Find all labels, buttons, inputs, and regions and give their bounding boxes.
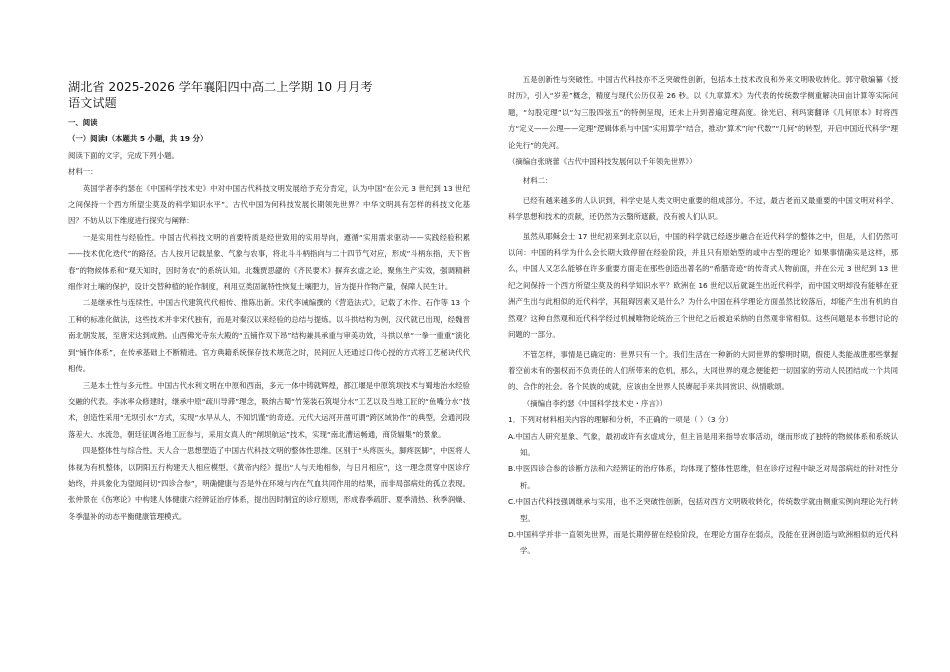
- right-column: [508, 0, 898, 560]
- material1-label: 材料一：: [68, 167, 98, 177]
- left-column: [68, 0, 470, 525]
- reading-instruction: 阅读下面的文字，完成下列小题。: [68, 150, 179, 160]
- material1-paragraph: 四是整体性与综合性。天人合一思想塑造了中国古代科技文明的整体性思维。区别于“头疼医头，脚疼医脚”，中医将人体视为有机整体，以阴阳五行构建天人相应模型。《黄帝内经》提出“人与天地相参，与日月相应”，这一理念贯穿中医诊疗始终，并具象化为望闻问切“四诊合参”，明确健康与否是外在环境与内在气血共同作用的结果，而非局部病灶的孤立表现。张仲景在《伤寒论》中构建人体健康六经辨证治疗体系，提出因时制宜的诊疗原则，形成春季疏肝、夏季清热、秋季润燥、冬季温补的动态平衡健康管理模式。: [68, 446, 470, 521]
- material2-label: 材料二：: [522, 176, 553, 186]
- material2-paragraph: 不管怎样，事情是已确定的：世界只有一个。我们生活在一种新的大同世界的黎明时期，假使人类能战胜那些掌握着空前未有的强权而不负责任的人们所带来的危机，那么，大同世界的观念便能把一切国家的劳动人民团结成一个共同的、合作的社会。各个民族的成就，应该由全世界人民赓起手来共同赏识、纵情歌颂。: [508, 349, 898, 392]
- question-option-a: A.中国古人研究星象、气象，最初或许有玄虚成分，但主旨是用来指导农事活动，继而形成了独特的物候体系和系统认知。: [508, 431, 898, 457]
- material2-paragraph: 虽然从耶稣会士 17 世纪初来到北京以后，中国的科学就已经逐步融合在近代科学的整体之中，但是，人们仍然可以问：中国的科学为什么会长期大致停留在经验阶段，并且只有原始型的或中古型的理论？如果事情确实是这样，那么，中国人又怎么能够在许多重要方面走在那些创造出著名的“希腊奇迹”的传奇式人物前面，并在公元 3 世纪到 13 世纪之间保持一个西方所望尘莫及的科学知识水平？欧洲在 16 世纪以后就诞生出近代科学，而中国文明却没有能够在亚洲产生出与此相似的近代科学，其阻碍因素又是什么？为什么中国在科学理论方面虽然比较落后，却能产生出有机的自然观？这种自然观和近代科学经过机械唯物论统治三个世纪之后被迫采纳的自然观非常相似。这些问题是本书想讨论的问题的一部分。: [508, 231, 898, 340]
- material1-paragraph: 英国学者李约瑟在《中国科学技术史》中对中国古代科技文明发展给予充分肯定，认为中国“在公元 3 世纪到 13 世纪之间保持一个西方所望尘莫及的科学知识水平”。古代中国为何科技发展长期领先世界？中华文明具有怎样的科技文化基因？不妨从以下维度进行探究与阐释：: [68, 183, 470, 226]
- material1-paragraph: 五是创新性与突破性。中国古代科技亦不乏突破性创新，包括本土技术改良和外来文明吸收转化。郭守敬编纂《授时历》，引入“岁差”概念，精度与现代公历仅差 26 秒。以《九章算术》为代表的传统数学侧重解决田亩计算等实际问题，“勾股定理”以“勾三股四弦五”的特例呈现，还未上升到普遍定理高度。徐光启、利玛窦翻译《几何原本》时将西方“定义——公理——定理”逻辑体系与中国“实用算学”结合，推动“算术”向“代数”“几何”的转型，开启中国近代科学“理论先行”的先河。: [508, 75, 898, 150]
- material1-paragraph: 一是实用性与经验性。中国古代科技文明的首要特质是经世致用的实用导向，遵循“实用需求驱动——实践经验积累——技术优化迭代”的路径。古人按月记载星象、气象与农事，将北斗斗柄指向与二十四节气对应，形成“斗柄东指，天下皆春”的物候体系和“观天知时，因时务农”的系统认知。北魏贾思勰的《齐民要术》摒弃玄虚之论，聚焦生产实效，强调精耕细作对土壤的保护，设计交替种植的轮作制度，利用豆类固氮特性恢复土壤肥力，旨为提升作物产量，保障人民生计。: [68, 232, 470, 292]
- material2-paragraph: 已经有越来越多的人认识到，科学史是人类文明史重要的组成部分。不过，最古老而又最重要的中国文明对科学、科学思想和技术的贡献，还仍然为云翳所遮蔽，没有被人们认识。: [508, 195, 898, 222]
- material2-source: （摘编自李约瑟《中国科学技术史・序言》）: [522, 398, 667, 408]
- exam-title-line1: 湖北省 2025-2026 学年襄阳四中高二上学期 10 月月考: [68, 80, 373, 94]
- section-sub-heading: （一）阅读Ⅰ（本题共 5 小题，共 19 分）: [68, 134, 208, 144]
- question-option-d: D.中国科学并非一直领先世界，而是长期停留在经验阶段，在理论方面存在弱点，没能在亚洲创造与欧洲相似的近代科学。: [508, 529, 898, 556]
- material1-paragraph: 二是继承性与连续性。中国古代建筑代代相传、推陈出新。宋代李诫编撰的《营造法式》，记载了木作、石作等 13 个工种的标准化做法，这些技术并非宋代独有，而是对秦汉以来经验的总结与提炼。以斗拱结构为例，汉代就已出现，经魏晋南北朝发展，至唐宋达到成熟。山西佛光寺东大殿的“五铺作双下昂”结构兼具承重与审美功效，斗拱以单“一拳一重重”演化到“铺作体系”，在传承基础上不断精进。官方典籍系统保存技术规范之时，民间匠人还通过口传心授的方式将工艺秘诀代代相传。: [68, 298, 470, 374]
- section-heading: 一、阅读: [68, 118, 98, 127]
- exam-title-line2: 语文试题: [68, 95, 117, 110]
- question-stem: 1．下列对材料相关内容的理解和分析，不正确的一项是（ ）（3 分）: [508, 415, 733, 425]
- material1-source: （摘编自张晓蕾《古代中国科技发展何以千年领先世界》）: [508, 157, 697, 167]
- material1-paragraph: 三是本土性与多元性。中国古代水利文明在中原和西南，多元一体中铸就辉煌，都江堰是中原筑坝技术与蜀地治水经验交融的代表。李冰率众修建时，继承中原“疏川导滞”理念，吸纳古蜀“竹笼装石筑堤分水”工艺以及当地工匠的“鱼嘴分水”技术，创造性采用“无坝引水”方式，实现“水旱从人，不知饥馑”的奇迹。元代大运河开凿可谓“跨区域协作”的典型，会通河段落差大、水流急，朝廷征调各地工匠参与，采用女真人的“闸坝航运”技术，实现“南北漕运畅通，商货辐集”的景象。: [68, 380, 470, 439]
- question-option-c: C.中国古代科技强调继承与实用，也不乏突破性创新，包括对西方文明吸收转化，传统数学就由侧重实例向理论先行转型。: [508, 497, 898, 523]
- question-option-b: B.中医四诊合参的诊断方法和六经辨证的治疗体系，均体现了整体性思维，但在诊疗过程中缺乏对局部病灶的针对性分析。: [508, 464, 898, 490]
